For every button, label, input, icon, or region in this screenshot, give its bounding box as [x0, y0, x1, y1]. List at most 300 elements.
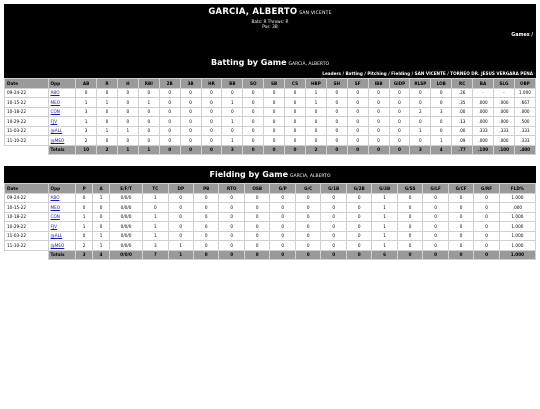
opponent-link[interactable]: MEO: [48, 98, 76, 108]
fielding-cell: 0: [397, 203, 422, 213]
fielding-cell: 0: [474, 231, 499, 241]
batting-cell: 0: [159, 107, 180, 117]
batting-col-sh: SH: [326, 79, 347, 89]
batting-cell: 0: [201, 88, 222, 98]
batting-title: Batting by Game: [210, 58, 287, 67]
batting-total-cell: 0: [201, 145, 222, 155]
batting-cell: .000: [493, 136, 514, 146]
fielding-cell: 0: [219, 212, 244, 222]
fielding-cell: 1.000: [499, 212, 535, 222]
fielding-cell: 0: [448, 212, 473, 222]
batting-col-sf: SF: [347, 79, 368, 89]
fielding-cell: 0: [168, 212, 193, 222]
batting-cell: 0: [431, 88, 452, 98]
batting-cell: 0: [285, 136, 306, 146]
batting-cell: 0: [285, 88, 306, 98]
games-link[interactable]: Games /: [511, 33, 533, 38]
fielding-cell: 0: [295, 193, 320, 203]
batting-total-cell: 0: [326, 145, 347, 155]
batting-total-cell: 4: [431, 145, 452, 155]
fielding-total-cell: 0: [474, 250, 499, 260]
fielding-cell: 1: [143, 222, 168, 232]
fielding-cell: 10-15-22: [5, 203, 49, 213]
batting-total-cell: .100: [493, 145, 514, 155]
batting-cell: 2: [76, 136, 97, 146]
batting-cell: 0: [368, 107, 389, 117]
batting-cell: 1: [97, 98, 118, 108]
fielding-cell: 0: [423, 212, 448, 222]
fielding-cell: 0: [219, 203, 244, 213]
batting-cell: 0: [117, 117, 138, 127]
fielding-cell: 1: [372, 193, 397, 203]
fielding-total-cell: 0: [219, 250, 244, 260]
fielding-cell: 0: [321, 193, 346, 203]
batting-table: [4, 78, 536, 155]
fielding-cell: 0: [93, 222, 110, 232]
batting-total-cell: 0: [389, 145, 410, 155]
batting-cell: .667: [514, 98, 535, 108]
batting-cell: 0: [347, 117, 368, 127]
batting-col-hbp: HBP: [305, 79, 326, 89]
batting-cell: .09: [452, 136, 473, 146]
fielding-cell: 0: [295, 212, 320, 222]
fielding-total-cell: 0: [346, 250, 371, 260]
fielding-total-cell: 0: [194, 250, 219, 260]
totals-label: Totals: [48, 145, 76, 155]
batting-cell: 1: [222, 117, 243, 127]
batting-cell: 0: [138, 136, 159, 146]
fielding-cell: 1: [76, 212, 93, 222]
batting-cell: 0: [305, 136, 326, 146]
fielding-cell: 0: [423, 231, 448, 241]
batting-cell: 0: [368, 126, 389, 136]
fielding-cell: 0: [474, 241, 499, 251]
batting-col-sb: SB: [264, 79, 285, 89]
fielding-cell: 10-18-22: [5, 212, 49, 222]
fielding-cell: 0: [168, 231, 193, 241]
fielding-col-gss: G/SS: [397, 184, 422, 194]
fielding-cell: 0: [448, 222, 473, 232]
batting-col-slg: SLG: [493, 79, 514, 89]
fielding-col-rto: RTO: [219, 184, 244, 194]
fielding-cell: 0: [219, 222, 244, 232]
batting-total-cell: .400: [514, 145, 535, 155]
fielding-cell: 0: [397, 222, 422, 232]
batting-cell: 10-29-22: [5, 117, 49, 127]
fielding-col-gp: G/P: [270, 184, 295, 194]
fielding-total-cell: 1.000: [499, 250, 535, 260]
batting-col-2b: 2B: [159, 79, 180, 89]
batting-col-r: R: [97, 79, 118, 89]
batting-col-3b: 3B: [180, 79, 201, 89]
fielding-cell: 0: [194, 193, 219, 203]
fielding-cell: 0: [295, 203, 320, 213]
batting-cell: 0: [347, 136, 368, 146]
batting-cell: 0: [264, 136, 285, 146]
batting-cell: 0: [264, 126, 285, 136]
fielding-total-cell: 1: [168, 250, 193, 260]
batting-cell: 0: [347, 98, 368, 108]
batting-cell: 0: [326, 98, 347, 108]
fielding-row: [5, 222, 536, 232]
fielding-col-dp: DP: [168, 184, 193, 194]
batting-cell: 0: [410, 136, 431, 146]
fielding-total-cell: 0: [321, 250, 346, 260]
batting-cell: 0: [138, 107, 159, 117]
batting-row: [5, 117, 536, 127]
batting-cell: 0: [305, 126, 326, 136]
batting-cell: 0: [159, 98, 180, 108]
batting-cell: 0: [264, 107, 285, 117]
batting-row: [5, 88, 536, 98]
fielding-cell: 1.000: [499, 241, 535, 251]
fielding-title-bar: [4, 166, 536, 183]
player-header: [4, 4, 536, 56]
batting-cell: 1: [76, 98, 97, 108]
fielding-cell: 0: [270, 193, 295, 203]
batting-cell: .333: [493, 126, 514, 136]
fielding-cell: 3: [143, 241, 168, 251]
fielding-total-cell: 3: [76, 250, 93, 260]
fielding-cell: 0: [194, 203, 219, 213]
fielding-cell: 11-03-22: [5, 231, 49, 241]
fielding-cell: 0: [270, 203, 295, 213]
fielding-row: [5, 203, 536, 213]
batting-total-cell: 0: [159, 145, 180, 155]
fielding-cell: 0: [448, 231, 473, 241]
batting-cell: 1: [305, 98, 326, 108]
batting-cell: 10-18-22: [5, 107, 49, 117]
batting-total-cell: 1: [138, 145, 159, 155]
batting-total-cell: 0: [347, 145, 368, 155]
opponent-link[interactable]: FJV: [48, 222, 76, 232]
batting-cell: 0: [97, 117, 118, 127]
batting-cell: 0: [159, 136, 180, 146]
batting-cell: 0: [159, 126, 180, 136]
batting-cell: 0: [243, 88, 264, 98]
batting-col-ibb: IBB: [368, 79, 389, 89]
fielding-cell: 0/0/0: [110, 222, 143, 232]
nav-links[interactable]: Leaders / Batting / Pitching / Fielding / SAN VICENTE / TORNEO DR. JESUS VERGARA PENA: [4, 69, 536, 78]
batting-cell: 10-15-22: [5, 98, 49, 108]
fielding-cell: 0: [346, 193, 371, 203]
batting-cell: .00: [452, 126, 473, 136]
batting-cell: 0: [117, 98, 138, 108]
fielding-cell: 0: [219, 241, 244, 251]
fielding-cell: 0: [76, 231, 93, 241]
batting-cell: 0: [285, 98, 306, 108]
batting-cell: .333: [514, 136, 535, 146]
fielding-cell: 0: [397, 231, 422, 241]
batting-cell: 0: [97, 136, 118, 146]
fielding-cell: 1: [143, 231, 168, 241]
fielding-cell: 0/0/0: [110, 203, 143, 213]
batting-cell: .000: [473, 107, 494, 117]
batting-col-rlsp: RLSP: [410, 79, 431, 89]
fielding-table: [4, 183, 536, 260]
opponent-link[interactable]: ABO: [48, 193, 76, 203]
fielding-cell: 0: [244, 212, 269, 222]
batting-cell: 0: [138, 126, 159, 136]
fielding-cell: 0: [397, 241, 422, 251]
batting-cell: 0: [201, 98, 222, 108]
fielding-col-date: Date: [5, 184, 49, 194]
fielding-cell: 1: [372, 222, 397, 232]
batting-cell: 0: [368, 88, 389, 98]
fielding-total-cell: 0: [244, 250, 269, 260]
batting-col-ab: AB: [76, 79, 97, 89]
opponent-link[interactable]: CON: [48, 212, 76, 222]
batting-total-cell: 10: [76, 145, 97, 155]
batting-cell: 1: [431, 136, 452, 146]
batting-cell: 0: [117, 107, 138, 117]
batting-col-ba: BA: [473, 79, 494, 89]
batting-cell: .26: [452, 88, 473, 98]
totals-spacer: [5, 145, 49, 155]
fielding-subtitle: GARCIA, ALBERTO: [290, 174, 331, 179]
fielding-cell: 0: [295, 241, 320, 251]
fielding-header-row: [5, 184, 536, 194]
fielding-col-eft: E/F/T: [110, 184, 143, 194]
batting-cell: 0: [368, 98, 389, 108]
fielding-cell: 0: [76, 193, 93, 203]
batting-cell: .00: [452, 107, 473, 117]
batting-cell: .000: [473, 117, 494, 127]
fielding-cell: 0: [423, 222, 448, 232]
batting-cell: 0: [431, 117, 452, 127]
fielding-col-g1b: G/1B: [321, 184, 346, 194]
totals-spacer: [5, 250, 49, 260]
batting-cell: 0: [159, 117, 180, 127]
fielding-col-gc: G/C: [295, 184, 320, 194]
opponent-link[interactable]: ABO: [48, 88, 76, 98]
batting-subtitle: GARCIA, ALBERTO: [288, 62, 330, 67]
opponent-link[interactable]: @MEO: [48, 241, 76, 251]
batting-col-cs: CS: [285, 79, 306, 89]
fielding-cell: 0: [346, 212, 371, 222]
batting-cell: .000: [493, 117, 514, 127]
fielding-total-cell: 0: [423, 250, 448, 260]
batting-cell: 0: [389, 88, 410, 98]
fielding-col-opp: Opp: [48, 184, 76, 194]
batting-cell: -: [493, 88, 514, 98]
batting-col-obp: OBP: [514, 79, 535, 89]
batting-cell: 1: [410, 126, 431, 136]
batting-cell: 0: [180, 107, 201, 117]
batting-cell: 11-10-22: [5, 136, 49, 146]
batting-cell: 1: [138, 98, 159, 108]
batting-cell: 0: [264, 117, 285, 127]
fielding-cell: 0: [93, 212, 110, 222]
batting-cell: 0: [243, 107, 264, 117]
fielding-cell: 0: [321, 203, 346, 213]
fielding-cell: 1: [76, 222, 93, 232]
batting-cell: .500: [514, 117, 535, 127]
batting-cell: .000: [473, 136, 494, 146]
batting-title-bar: [4, 56, 536, 69]
fielding-cell: 0: [219, 231, 244, 241]
batting-cell: 0: [243, 136, 264, 146]
batting-cell: 0: [159, 88, 180, 98]
opponent-link[interactable]: FJV: [48, 117, 76, 127]
batting-cell: 3: [76, 107, 97, 117]
batting-cell: 0: [243, 126, 264, 136]
batting-cell: 0: [326, 126, 347, 136]
player-team: SAN VICENTE: [299, 11, 332, 16]
fielding-cell: 10-29-22: [5, 222, 49, 232]
fielding-cell: 0: [474, 222, 499, 232]
fielding-cell: 0: [397, 212, 422, 222]
batting-cell: 0: [326, 117, 347, 127]
fielding-cell: 0: [194, 241, 219, 251]
fielding-cell: 0: [270, 212, 295, 222]
batting-cell: 0: [138, 88, 159, 98]
batting-cell: 0: [76, 88, 97, 98]
totals-label: Totals: [48, 250, 76, 260]
batting-cell: 0: [97, 107, 118, 117]
fielding-cell: 1: [93, 193, 110, 203]
batting-total-cell: 1: [117, 145, 138, 155]
fielding-cell: 0: [168, 222, 193, 232]
fielding-cell: 1: [372, 231, 397, 241]
fielding-cell: 1: [168, 241, 193, 251]
batting-col-rc: RC: [452, 79, 473, 89]
fielding-cell: 1.000: [499, 193, 535, 203]
fielding-cell: 0: [423, 241, 448, 251]
fielding-cell: 0: [321, 212, 346, 222]
batting-row: [5, 107, 536, 117]
opponent-link[interactable]: CON: [48, 107, 76, 117]
fielding-cell: 0: [321, 222, 346, 232]
fielding-cell: 1: [372, 203, 397, 213]
fielding-cell: 11-10-22: [5, 241, 49, 251]
batting-cell: 0: [326, 136, 347, 146]
batting-cell: 0: [285, 107, 306, 117]
opponent-link[interactable]: @ALL: [48, 126, 76, 136]
batting-cell: 0: [264, 98, 285, 108]
fielding-total-cell: 0: [270, 250, 295, 260]
batting-cell: 1: [117, 126, 138, 136]
fielding-cell: 0: [346, 222, 371, 232]
fielding-cell: 0: [295, 231, 320, 241]
batting-cell: 0: [326, 88, 347, 98]
fielding-cell: 0: [346, 241, 371, 251]
batting-cell: 3: [76, 126, 97, 136]
fielding-cell: 0: [295, 222, 320, 232]
fielding-total-cell: 6: [372, 250, 397, 260]
fielding-total-cell: 0: [448, 250, 473, 260]
fielding-cell: 0: [76, 203, 93, 213]
batting-cell: .333: [473, 126, 494, 136]
batting-row: [5, 126, 536, 136]
fielding-cell: 1: [372, 212, 397, 222]
fielding-total-cell: 7: [143, 250, 168, 260]
fielding-total-cell: 0/0/0: [110, 250, 143, 260]
batting-total-cell: 3: [410, 145, 431, 155]
fielding-cell: 0: [244, 203, 269, 213]
fielding-cell: 0: [397, 193, 422, 203]
batting-cell: 0: [243, 117, 264, 127]
batting-cell: 0: [180, 136, 201, 146]
fielding-row: [5, 193, 536, 203]
batting-col-so: SO: [243, 79, 264, 89]
batting-cell: 0: [180, 117, 201, 127]
fielding-col-p: P: [76, 184, 93, 194]
player-name: GARCIA, ALBERTO: [208, 7, 298, 17]
fielding-cell: 0/0/0: [110, 212, 143, 222]
batting-cell: .000: [473, 98, 494, 108]
batting-row: [5, 98, 536, 108]
fielding-col-osb: OSB: [244, 184, 269, 194]
fielding-cell: 1.000: [499, 231, 535, 241]
fielding-cell: 0: [244, 231, 269, 241]
fielding-cell: 0: [270, 222, 295, 232]
batting-total-cell: .77: [452, 145, 473, 155]
opponent-link[interactable]: @ALL: [48, 231, 76, 241]
fielding-cell: 0: [244, 241, 269, 251]
fielding-cell: 0: [474, 193, 499, 203]
batting-col-h: H: [117, 79, 138, 89]
batting-cell: 0: [180, 98, 201, 108]
batting-cell: 0: [410, 98, 431, 108]
fielding-cell: 1: [93, 241, 110, 251]
batting-cell: 0: [389, 136, 410, 146]
batting-col-opp: Opp: [48, 79, 76, 89]
batting-col-gidp: GIDP: [389, 79, 410, 89]
batting-cell: 1: [97, 126, 118, 136]
fielding-cell: 0: [93, 203, 110, 213]
batting-cell: 0: [410, 88, 431, 98]
batting-total-cell: .100: [473, 145, 494, 155]
batting-row: [5, 136, 536, 146]
batting-total-cell: 0: [180, 145, 201, 155]
fielding-cell: 0: [423, 203, 448, 213]
batting-cell: 1: [305, 88, 326, 98]
batting-cell: 0: [347, 126, 368, 136]
batting-col-rbi: RBI: [138, 79, 159, 89]
fielding-cell: 0: [219, 193, 244, 203]
fielding-cell: 0/0/0: [110, 241, 143, 251]
fielding-row: [5, 241, 536, 251]
batting-cell: .13: [452, 117, 473, 127]
batting-cell: 0: [389, 117, 410, 127]
batting-cell: 0: [389, 126, 410, 136]
batting-cell: 0: [201, 136, 222, 146]
fielding-cell: 1: [143, 193, 168, 203]
fielding-total-cell: 0: [295, 250, 320, 260]
fielding-col-grf: G/RF: [474, 184, 499, 194]
batting-cell: 1: [76, 117, 97, 127]
batting-col-date: Date: [5, 79, 49, 89]
player-name-line: [4, 7, 536, 17]
batting-total-cell: 3: [222, 145, 243, 155]
batting-cell: 0: [368, 117, 389, 127]
fielding-cell: 2: [76, 241, 93, 251]
opponent-link[interactable]: @MEO: [48, 136, 76, 146]
fielding-col-fld: FLD%: [499, 184, 535, 194]
fielding-col-glf: G/LF: [423, 184, 448, 194]
bats-throws: Bats: R Throws: R: [251, 19, 289, 24]
batting-cell: 1: [222, 136, 243, 146]
fielding-cell: 0: [270, 241, 295, 251]
fielding-cell: 09-24-22: [5, 193, 49, 203]
batting-cell: 0: [347, 107, 368, 117]
batting-cell: 3: [431, 107, 452, 117]
batting-cell: 11-03-22: [5, 126, 49, 136]
fielding-cell: 0: [194, 231, 219, 241]
fielding-cell: 0: [448, 203, 473, 213]
opponent-link[interactable]: MEO: [48, 203, 76, 213]
